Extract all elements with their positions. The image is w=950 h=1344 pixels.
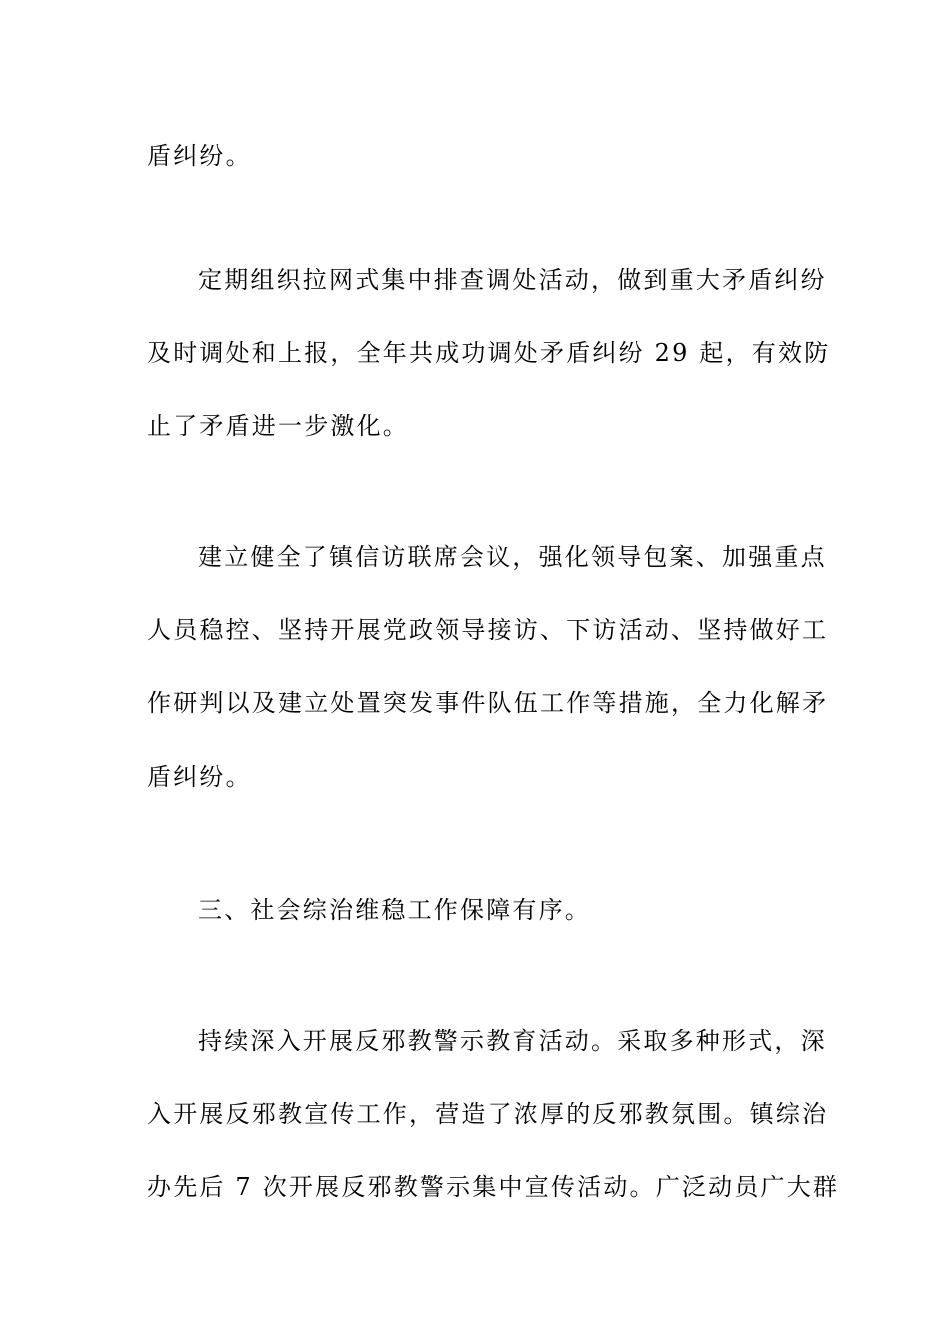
paragraph-3-line-2: 人员稳控、坚持开展党政领导接访、下访活动、坚持做好工 <box>147 616 829 644</box>
paragraph-2-line-2: 及时调处和上报，全年共成功调处矛盾纠纷 29 起，有效防 <box>147 339 831 367</box>
paragraph-4-line-1: 持续深入开展反邪教警示教育活动。采取多种形式，深 <box>198 1027 827 1055</box>
paragraph-3-line-1: 建立健全了镇信访联席会议，强化领导包案、加强重点 <box>198 543 827 571</box>
paragraph-1-line-1: 盾纠纷。 <box>147 142 252 170</box>
paragraph-4-line-2: 入开展反邪教宣传工作，营造了浓厚的反邪教氛围。镇综治 <box>147 1100 829 1128</box>
paragraph-2-line-3: 止了矛盾进一步激化。 <box>147 412 409 440</box>
paragraph-4-line-3: 办先后 7 次开展反邪教警示集中宣传活动。广泛动员广大群 <box>147 1173 840 1201</box>
paragraph-3-line-4: 盾纠纷。 <box>147 763 252 791</box>
paragraph-3-line-3: 作研判以及建立处置突发事件队伍工作等措施，全力化解矛 <box>147 689 829 717</box>
paragraph-2-line-1: 定期组织拉网式集中排查调处活动，做到重大矛盾纠纷 <box>198 266 827 294</box>
section-heading: 三、社会综治维稳工作保障有序。 <box>198 896 591 924</box>
